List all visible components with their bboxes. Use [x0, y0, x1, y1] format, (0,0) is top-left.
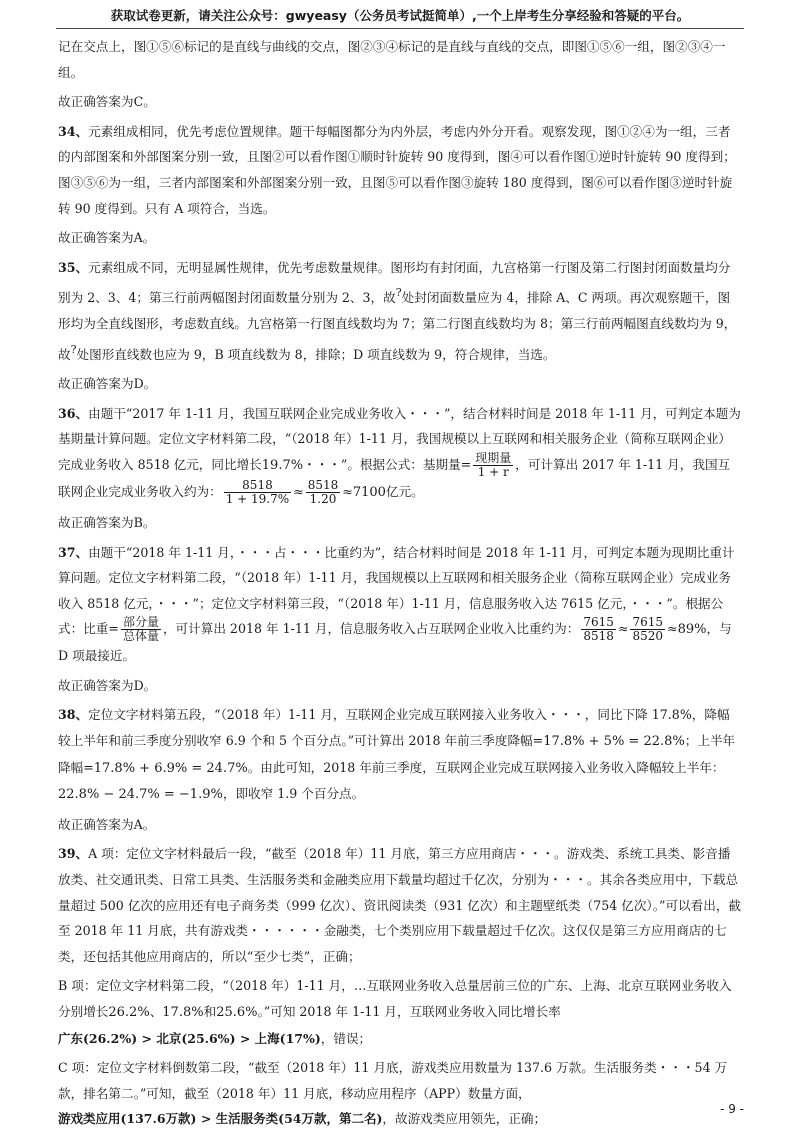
math-expression: 17.8% + 5% = 22.8%: [543, 734, 685, 750]
fraction-denominator: 8520: [632, 629, 663, 644]
fraction-numerator: 7615: [632, 615, 663, 630]
answer-line: 故正确答案为B。: [58, 514, 156, 530]
explanation-text: C 项：定位文字材料倒数第二段，“截至（2018 年）11 月底，游戏类应用数量为 137.6 万款。生活服务类・・・54 万款，排名第二。”可知，截至（2018 年）11 月底，移动应用程序（APP）数量方面，: [58, 1060, 728, 1101]
question-36: 36、由题干“2017 年 1-11 月，我国互联网企业完成业务收入・・・”，结合材料时间是 2018 年 1-11 月，可判定本题为基期量计算问题。定位文字材料第二段，“（2018 年）1-11 月，我国规模以上互联网和相关服务企业（简称互联网企业）完成业务收入 8518 亿元，同比增长19.7%・・・”。根据公式：基期量= $\frac{\text{现期量}}{1 + r}$ ，可计算出 2017 年 1-11 月，我国互联网企业完成业务收入约为： $\frac{8518}{1 + 19.7\%}$ ≈ $\frac{8518}{1.20}$ ≈7100亿元。: [58, 405, 741, 506]
answer-line: 故正确答案为D。: [58, 376, 157, 392]
fraction-numerator: 7615: [583, 615, 614, 630]
question-number: 36、: [58, 405, 89, 421]
question-38: [58, 702, 742, 807]
math-value: 7100: [352, 484, 386, 500]
answer-line: 故正确答案为C。: [58, 94, 156, 110]
fraction-numerator: 现期量: [475, 450, 512, 465]
fraction-denominator: 8518: [583, 629, 614, 644]
paragraph: 记在交点上，图①⑤⑥标记的是直线与曲线的交点，图②③④标记的是直线与直线的交点，即图①⑤⑥一组，图②③④一组。: [58, 39, 726, 80]
question-number: 38、: [58, 707, 89, 723]
page-header: 获取试卷更新，请关注公众号：gwyeasy（公务员考试挺简单）,一个上岸考生分享经验和答疑的平台。: [110, 8, 690, 23]
fraction-numerator: 8518: [224, 479, 291, 493]
formula-fraction: [121, 616, 161, 643]
math-value: 17.8%: [162, 1005, 204, 1020]
math-expression: 22.8% − 24.7% = −1.9%: [58, 787, 223, 803]
fraction-denominator: 1 + r: [477, 464, 509, 479]
page-number: - 9 -: [720, 1102, 744, 1116]
explanation-text: ，故游戏类应用领先，正确；: [382, 1111, 547, 1127]
fraction-denominator: 总体量: [122, 629, 159, 644]
answer-line: 故正确答案为D。: [58, 677, 157, 693]
explanation-text: ，与 D 项最接近。: [58, 621, 732, 664]
explanation-text: ，错误；: [320, 1030, 372, 1046]
separator: 、: [149, 1004, 163, 1019]
math-value: 19.7%: [261, 457, 304, 473]
question-number: 39、: [58, 846, 89, 862]
formula-fraction: [306, 479, 341, 506]
fraction-denominator: 1 + 19.7%: [225, 491, 290, 506]
fraction-denominator: 1.20: [309, 491, 337, 506]
math-value: 89%: [677, 622, 707, 638]
fraction-numerator: 8518: [307, 477, 339, 492]
math-value: 26.2%: [108, 1005, 150, 1020]
conjunction: 和: [203, 1004, 217, 1019]
question-number: 35、: [58, 259, 89, 275]
formula-fraction: [224, 479, 291, 506]
explanation-text: ；上半年降幅=: [58, 733, 736, 775]
answer-line: 故正确答案为A。: [58, 816, 156, 832]
math-expression: 17.8% + 6.9% = 24.7%: [93, 760, 248, 776]
explanation-text: 处图形直线数也应为 9，B 项直线数为 8，排除；D 项直线数为 9，符合规律，当选。: [76, 346, 556, 362]
option-c-analysis: [58, 1055, 742, 1132]
question-34: [58, 119, 742, 221]
option-b-analysis: [58, 973, 742, 1051]
explanation-text: ・・・”。根据公式：基期量: [303, 456, 461, 472]
answer-line: 故正确答案为A。: [58, 230, 156, 246]
question-mark-symbol: ?: [395, 286, 402, 300]
math-value: 25.6%: [216, 1005, 258, 1020]
explanation-text: 由题干“2017 年 1-11 月，我国互联网企业完成业务收入・・・”，结合材料时间是 2018 年 1-11 月，可判定本题为基期量计算问题。定位文字材料第二段，“（2018 年）1-11 月，我国规模以上互联网和相关服务企业（简称互联网企业）完成业务收入 8518 亿元，同比增长: [58, 405, 741, 472]
explanation-text: B 项：定位文字材料第二段，“（2018 年）1-11 月，…互联网业务收入总量居前三位的广东、上海、北京互联网业务收入分别增长: [58, 978, 732, 1019]
explanation-text: A 项：定位文字材料最后一段，“截至（2018 年）11 月底，第三方应用商店・・・。游戏类、系统工具类、影音播放类、社交通讯类、日常工具类、生活服务类和金融类应用下载量均超过千亿次，分别为・・・。其余各类应用中，下载总量超过 500 亿次的应用还有电子商务类（999 亿次）、资讯阅读类（931 亿次）和主题壁纸类（754 亿次）。”可以看出，截至 2018 年 11 月底，共有游戏类・・・・・・金融类，七个类别应用下载量超过千亿次。这仅仅是第三方应用商店的七类，还包括其他应用商店的，所以“至少七类”，正确；: [58, 846, 742, 964]
question-number: 34、: [58, 123, 89, 139]
explanation-text: ，可计算出 2017 年 1-11 月，我国互联网企业完成业务收入约为：: [58, 456, 731, 499]
explanation-text: 元素组成不同，无明显属性规律，优先考虑数量规律。图形均有封闭面，九宫格第一行图及第二行图封闭面数量均分别为 2、3、4；第三行前两幅图封闭面数量分别为 2、3，故: [58, 259, 731, 306]
header-divider: [56, 28, 744, 29]
fraction-numerator: 部分量: [122, 615, 159, 630]
explanation-text: 处封闭面数量应为 4，排除 A、C 两项。再次观察题干，图形均为全直线图形，考虑数直线。九宫格第一行图直线数均为 7；第二行图直线数均为 8；第三行前两幅图直线数均为 9，故: [58, 290, 737, 362]
math-expression: 游戏类应用(137.6万款) > 生活服务类(54万款，第二名): [58, 1111, 383, 1127]
explanation-text: 元素组成相同，优先考虑位置规律。题干每幅图都分为内外层，考虑内外分开看。观察发现，图①②④为一组，三者的内部图案和外部图案分别一致，且图②可以看作图①顺时针旋转 90 度得到，图④可以看作图①逆时针旋转 90 度得到；图③⑤⑥为一组，三者内部图案和外部图案分别一致，且图⑤可以看作图③旋转 180 度得到，图⑥可以看作图③逆时针旋转 90 度得到。只有 A 项符合，当选。: [58, 123, 736, 216]
question-number: 37、: [58, 544, 89, 560]
explanation-text: 定位文字材料第五段，“（2018 年）1-11 月，互联网企业完成互联网接入业务收入・・・，同比下降 17.8%，降幅较上半年和前三季度分别收窄 6.9 个和 5 个百分点。”可计算出 2018 年前三季度降幅=: [58, 707, 730, 749]
question-mark-symbol: ?: [70, 342, 77, 356]
explanation-text: 。由此可知，2018 年前三季度，互联网企业完成互联网接入业务收入降幅较上半年：: [247, 759, 725, 775]
explanation-text: ，即收窄 1.9 个百分点。: [222, 786, 365, 802]
formula-fraction: [630, 616, 665, 643]
formula-fraction: [581, 616, 616, 643]
explanation-text: 亿元。: [385, 483, 424, 499]
explanation-text: ，可计算出 2018 年 1-11 月，信息服务收入占互联网企业收入比重约为：: [162, 621, 580, 637]
question-35: [58, 255, 742, 367]
formula-fraction: [473, 452, 513, 479]
explanation-text: 。”可知 2018 年 1-11 月，互联网业务收入同比增长率: [257, 1004, 561, 1019]
math-expression: 广东(26.2%) > 北京(25.6%) > 上海(17%): [58, 1030, 321, 1046]
explanation-text: 由题干“2018 年 1-11 月，・・・占・・・比重约为”，结合材料时间是 2018 年 1-11 月，可判定本题为现期比重计算问题。定位文字材料第二段，“（2018 年）1-11 月，我国规模以上互联网和相关服务企业（简称互联网企业）完成业务收入 8518 亿元，・・・”；定位文字材料第三段，“（2018 年）1-11 月，信息服务收入达 7615 亿元，・・・”。根据公式：比重: [58, 544, 735, 637]
question-37: 37、由题干“2018 年 1-11 月，・・・占・・・比重约为”，结合材料时间是 2018 年 1-11 月，可判定本题为现期比重计算问题。定位文字材料第二段，“（2018 年）1-11 月，我国规模以上互联网和相关服务企业（简称互联网企业）完成业务收入 8518 亿元，・・・”；定位文字材料第三段，“（2018 年）1-11 月，信息服务收入达 7615 亿元，・・・”。根据公式：比重= $\frac{\text{部分量}}{\text{总体量}}$ ，可计算出 2018 年 1-11 月，信息服务收入占互联网企业收入比重约为： $\frac{7615}{8518}$ ≈ $\frac{7615}{8520}$ ≈89%，与 D 项最接近。: [58, 544, 735, 664]
question-39: [58, 841, 742, 969]
document-body: [58, 34, 742, 1136]
